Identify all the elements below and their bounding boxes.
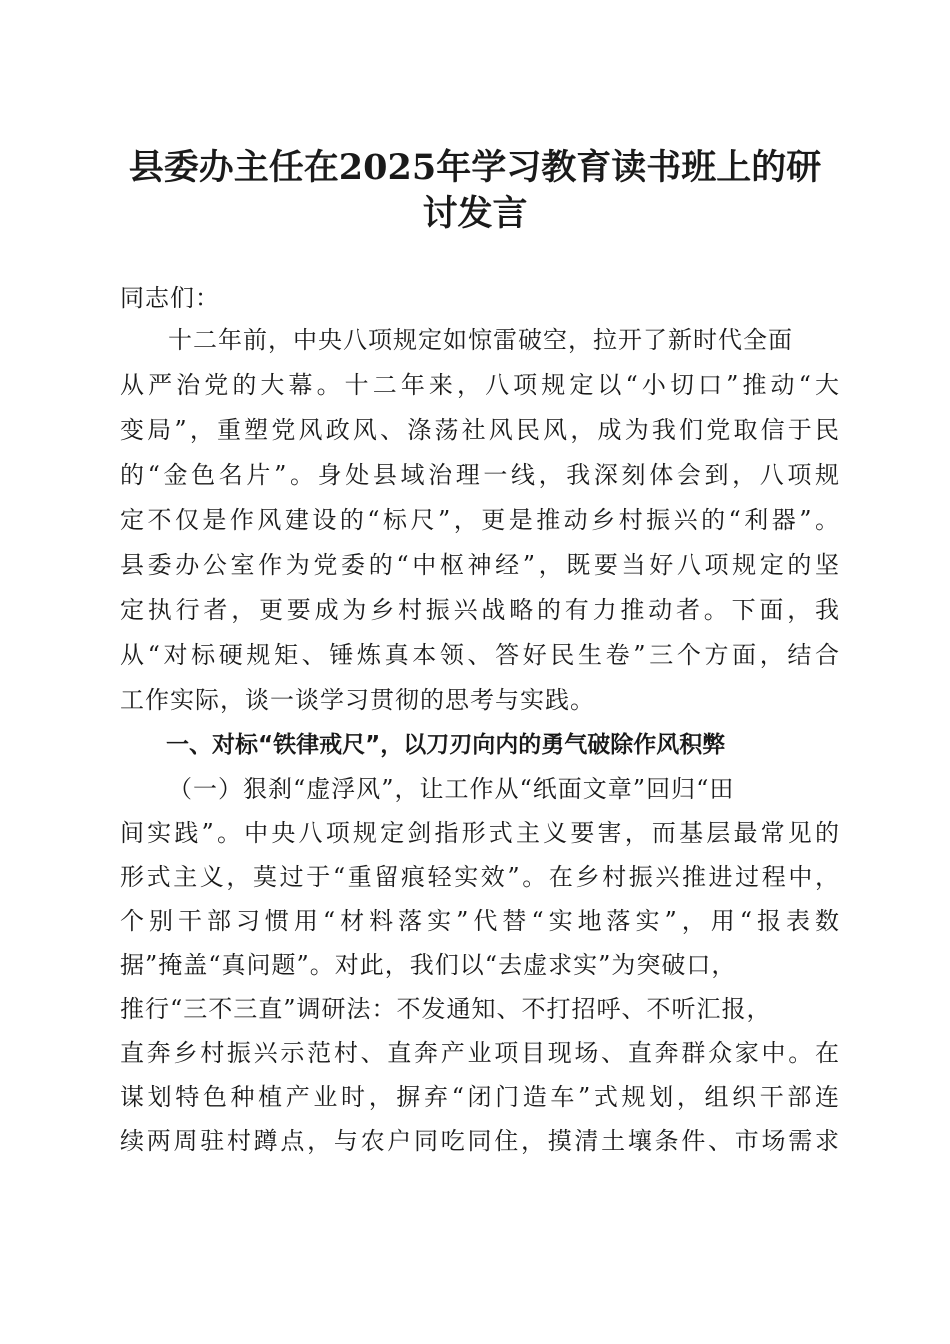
document-title-line-2: 讨发言 <box>422 193 528 234</box>
paragraph-1-line: 从“对标硬规矩、锤炼真本领、答好民生卷”三个方面，结合 <box>120 641 840 669</box>
section-1-heading: 一、对标“铁律戒尺”，以刀刃向内的勇气破除作风积弊 <box>166 732 726 758</box>
paragraph-1-line: 县委办公室作为党委的“中枢神经”，既要当好八项规定的坚 <box>120 551 840 579</box>
paragraph-2-line: （一）狠刹“虚浮风”，让工作从“纸面文章”回归“田 <box>168 775 735 803</box>
paragraph-1-line: 定不仅是作风建设的“标尺”，更是推动乡村振兴的“利器”。 <box>120 506 840 534</box>
paragraph-1-line: 从严治党的大幕。十二年来，八项规定以“小切口”推动“大 <box>120 371 840 399</box>
paragraph-1-line: 十二年前，中央八项规定如惊雷破空，拉开了新时代全面 <box>168 326 793 354</box>
paragraph-2-line: 形式主义，莫过于“重留痕轻实效”。在乡村振兴推进过程中， <box>120 863 840 891</box>
document-title-line-1: 县委办主任在2025年学习教育读书班上的研 <box>128 147 822 188</box>
salutation: 同志们： <box>120 284 220 312</box>
paragraph-1-line: 变局”，重塑党风政风、涤荡社风民风，成为我们党取信于民 <box>120 416 840 444</box>
paragraph-2-line: 推行“三不三直”调研法：不发通知、不打招呼、不听汇报， <box>120 995 772 1023</box>
paragraph-2-line: 续两周驻村蹲点，与农户同吃同住，摸清土壤条件、市场需求 <box>120 1127 840 1155</box>
paragraph-2-line: 直奔乡村振兴示范村、直奔产业项目现场、直奔群众家中。在 <box>120 1039 840 1067</box>
paragraph-2-line: 据”掩盖“真问题”。对此，我们以“去虚求实”为突破口， <box>120 951 737 979</box>
paragraph-1-line: 的“金色名片”。身处县域治理一线，我深刻体会到，八项规 <box>120 461 840 489</box>
paragraph-2-line: 间实践”。中央八项规定剑指形式主义要害，而基层最常见的 <box>120 819 840 847</box>
paragraph-1-line: 定执行者，更要成为乡村振兴战略的有力推动者。下面，我 <box>120 596 840 624</box>
paragraph-2-line: 谋划特色种植产业时，摒弃“闭门造车”式规划，组织干部连 <box>120 1083 840 1111</box>
paragraph-2-line: 个别干部习惯用“材料落实”代替“实地落实”，用“报表数 <box>120 907 840 935</box>
paragraph-1-line: 工作实际，谈一谈学习贯彻的思考与实践。 <box>120 686 595 714</box>
